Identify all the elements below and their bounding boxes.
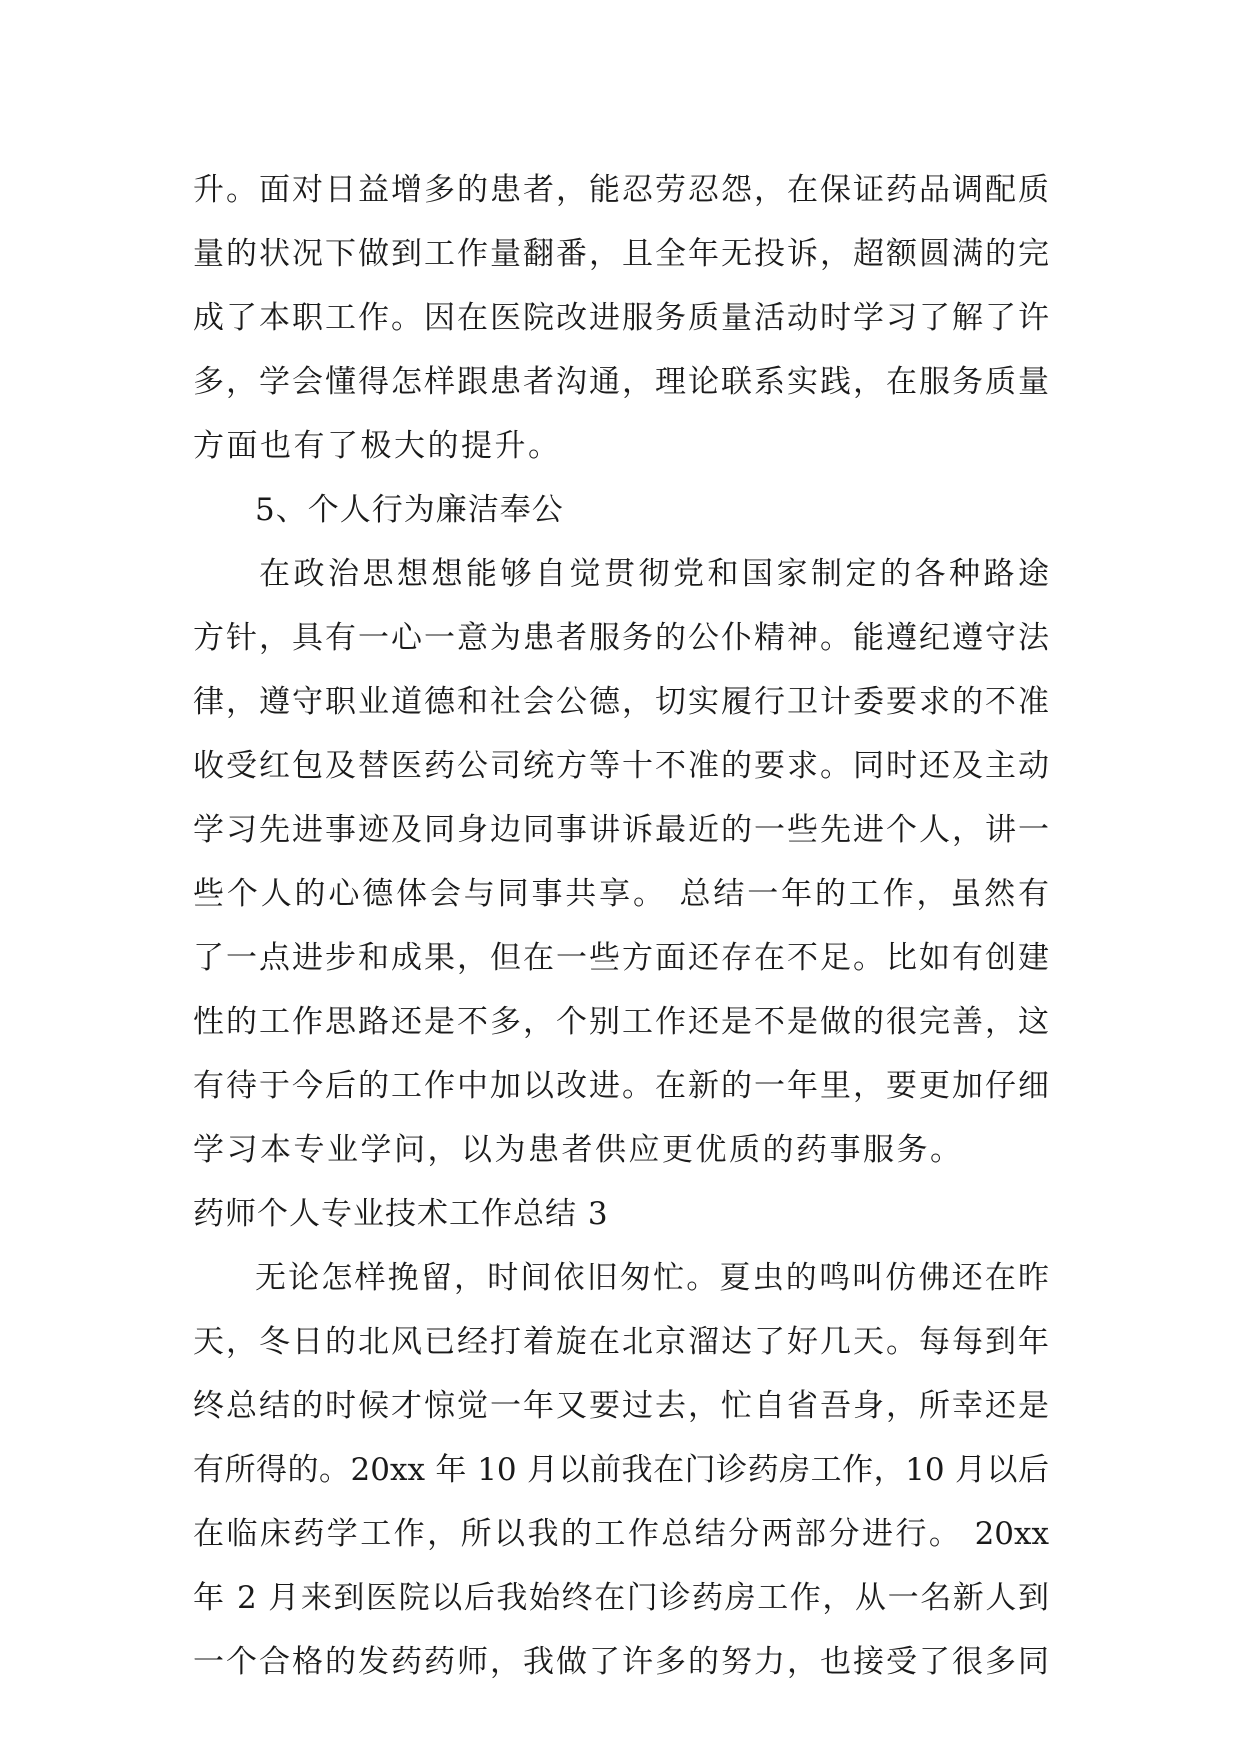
paragraph-line: 在临床药学工作，所以我的工作总结分两部分进行。 20xx	[193, 1516, 1049, 1552]
paragraph-line: 律，遵守职业道德和社会公德，切实履行卫计委要求的不准	[193, 684, 1049, 720]
paragraph-line: 成了本职工作。因在医院改进服务质量活动时学习了解了许	[193, 300, 1049, 336]
paragraph-line: 在政治思想想能够自觉贯彻党和国家制定的各种路途	[259, 556, 1049, 592]
paragraph-line: 天，冬日的北风已经打着旋在北京溜达了好几天。每每到年	[193, 1324, 1049, 1360]
paragraph-line: 年 2 月来到医院以后我始终在门诊药房工作，从一名新人到	[193, 1580, 1049, 1616]
paragraph-line: 有所得的。20xx 年 10 月以前我在门诊药房工作，10 月以后	[193, 1452, 1049, 1488]
paragraph-line: 终总结的时候才惊觉一年又要过去，忙自省吾身，所幸还是	[193, 1388, 1049, 1424]
document-body	[193, 158, 1049, 1694]
paragraph-line: 些个人的心德体会与同事共享。 总结一年的工作，虽然有	[193, 876, 1049, 912]
paragraph-line: 无论怎样挽留，时间依旧匆忙。夏虫的鸣叫仿佛还在昨	[255, 1260, 1049, 1296]
paragraph-line: 方针，具有一心一意为患者服务的公仆精神。能遵纪遵守法	[193, 620, 1049, 656]
paragraph-line: 学习本专业学问，以为患者供应更优质的药事服务。	[193, 1132, 964, 1168]
paragraph-line: 了一点进步和成果，但在一些方面还存在不足。比如有创建	[193, 940, 1049, 976]
paragraph-line: 方面也有了极大的提升。	[193, 428, 562, 464]
paragraph-line: 学习先进事迹及同身边同事讲诉最近的一些先进个人，讲一	[193, 812, 1049, 848]
paragraph-line: 一个合格的发药药师，我做了许多的努力，也接受了很多同	[193, 1644, 1049, 1680]
paragraph-line: 性的工作思路还是不多，个别工作还是不是做的很完善，这	[193, 1004, 1049, 1040]
paragraph-line: 升。面对日益增多的患者，能忍劳忍怨，在保证药品调配质	[193, 172, 1049, 208]
section-title: 药师个人专业技术工作总结 3	[193, 1196, 609, 1232]
paragraph-line: 量的状况下做到工作量翻番，且全年无投诉，超额圆满的完	[193, 236, 1049, 272]
section-heading: 5、个人行为廉洁奉公	[255, 492, 564, 528]
paragraph-line: 有待于今后的工作中加以改进。在新的一年里，要更加仔细	[193, 1068, 1049, 1104]
paragraph-line: 多，学会懂得怎样跟患者沟通，理论联系实践，在服务质量	[193, 364, 1049, 400]
paragraph-line: 收受红包及替医药公司统方等十不准的要求。同时还及主动	[193, 748, 1049, 784]
